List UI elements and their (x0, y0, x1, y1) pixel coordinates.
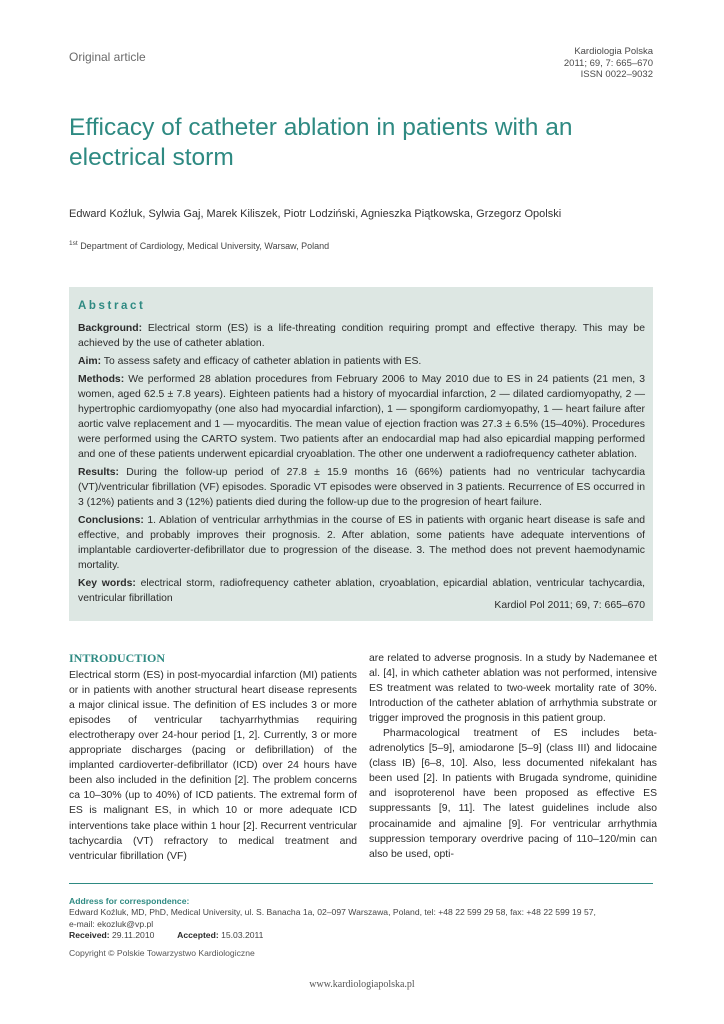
author-list: Edward Koźluk, Sylwia Gaj, Marek Kiliszek, Piotr Lodziński, Agnieszka Piątkowska, Grzegorz Opolski (69, 208, 562, 220)
received-date: 29.11.2010 (112, 929, 155, 940)
abstract-box (69, 287, 653, 621)
affiliation-sup: 1st (69, 240, 78, 247)
intro-paragraph-1: Electrical storm (ES) in post-myocardial infarction (MI) patients or in patients with another structural heart disease represents a major clinical issue. The definition of ES includes 3 or more episodes of ventricular tachyarrhythmias requiring electrotherapy over 24-hour period [1, 2]. Currently, 3 or more appropriate discharges (pacing or defibrillation) of the implanted cardioverter-defibrillator (ICD) over 24 hours have been also included in the definition [2]. The problem concerns ca 10–30% (up to 40%) of ICD patients. The extremal form of ES is malignant ES, in which 10 or more adequate ICD interventions take place within 1 hour [2]. Recurrent ventricular tachycardia (VT) refractory to medical treatment and ventricular fibrillation (VF) (69, 670, 357, 862)
correspondence-email: e-mail: ekozluk@vp.pl (69, 918, 154, 929)
accepted-label: Accepted: (177, 929, 219, 940)
correspondence-address: Edward Koźluk, MD, PhD, Medical University, ul. S. Banacha 1a, 02–097 Warszawa, Poland, tel: +48 22 599 29 58, fax: +48 22 599 19 57, (69, 907, 596, 918)
aim-text: To assess safety and efficacy of catheter ablation in patients with ES. (103, 356, 422, 367)
accepted-date: 15.03.2011 (221, 929, 264, 940)
journal-url[interactable]: www.kardiologiapolska.pl (309, 979, 415, 990)
aim-label: Aim: (78, 356, 102, 367)
affiliation-text: Department of Cardiology, Medical University, Warsaw, Poland (80, 241, 330, 251)
introduction-heading: INTRODUCTION (69, 651, 166, 665)
affiliation (69, 240, 329, 251)
methods-text: We performed 28 ablation procedures from February 2006 to May 2010 due to ES in 24 patients (21 men, 3 women, aged 62.5 ± 7.8 years). Eighteen patients had a history of myocardial infarction, 2 — dilated cardiomyopathy, 2 — hypertrophic cardiomyopathy (one also had myocardial infarction), 1 — spongiform cardiomyopathy, 1 — heart failure after aortic valve replacement and 1 — myocarditis. The mean value of ejection fraction was 27.3 ± 6.5% (15–40%). Procedures were performed using the CARTO system. Two patients after an endocardial map had also epicardial mapping performed and one of these patients underwent epicardial cryoablation. The other one underwent a radiofrequency catheter ablation. (78, 374, 645, 460)
journal-issn: ISSN 0022–9032 (580, 69, 653, 80)
keywords-label: Key words: (78, 578, 136, 589)
journal-volume: 2011; 69, 7: 665–670 (563, 57, 653, 69)
methods-label: Methods: (78, 374, 125, 385)
abstract-methods (78, 372, 645, 462)
received-label: Received: (69, 929, 110, 940)
results-text: During the follow-up period of 27.8 ± 15.9 months 16 (66%) patients had no ventricular tachycardia (VT)/ventricular fibrillation (VF) episodes. Sporadic VT episodes were observed in 3 patients. Recurrence of ES occurred in 3 (12%) patients and 3 (12%) patients died during the follow-up due to the progresion of heart failure. (78, 467, 645, 508)
abstract-body (78, 321, 645, 609)
abstract-results (78, 465, 645, 510)
abstract-background (78, 321, 645, 351)
background-label: Background: (78, 323, 143, 334)
right-paragraph-2: Pharmacological treatment of ES includes beta-adrenolytics [5–9], amiodarone [5–9] (class III) and lidocaine (class IB) [6–8, 10]. Also, less documented nifekalant has been used [2]. In patients with Brugada syndrome, quinidine and isoproterenol have been proposed as effective ES suppressants [9, 11]. The latest guidelines include also procainamide and ajmaline [9]. For ventricular arrhythmia suppression temporary overdrive pacing of 110–120/min can also be used, opti- (369, 728, 657, 860)
body-column-right (369, 651, 657, 862)
abstract-aim (78, 354, 645, 369)
received-accepted-line (69, 930, 653, 941)
copyright-notice: Copyright © Polskie Towarzystwo Kardiologiczne (69, 948, 255, 958)
body-column-left (69, 651, 357, 864)
abstract-conclusions (78, 513, 645, 573)
correspondence-label: Address for correspondence: (69, 896, 190, 906)
footer-divider (69, 883, 653, 884)
section-label: Original article (69, 50, 146, 64)
conclusions-text: 1. Ablation of ventricular arrhythmias in the course of ES in patients with organic heart disease is safe and effective, and probably improves their prognosis. 2. After ablation, some patients have adequate interventions of implantable cardioverter-defibrillator due to progression of the disease. 3. The method does not prevent haemodynamic mortality. (78, 515, 645, 571)
background-text: Electrical storm (ES) is a life-threating condition requiring prompt and effective therapy. This may be achieved by the use of catheter ablation. (78, 323, 645, 349)
abstract-heading: Abstract (78, 300, 146, 312)
correspondence-block (69, 896, 653, 941)
keywords-text: electrical storm, radiofrequency catheter ablation, cryoablation, epicardial ablation, ventricular tachycardia, ventricular fibrillation (78, 578, 645, 604)
journal-info (564, 46, 653, 81)
conclusions-label: Conclusions: (78, 515, 144, 526)
journal-name: Kardiologia Polska (574, 46, 653, 57)
right-paragraph-1: are related to adverse prognosis. In a study by Nademanee et al. [4], in which catheter ablation was not performed, intensive ES treatment was related to two-week mortality rate of 30%. Introduction of the catheter ablation of arrhythmia substrate or trigger improved the prognosis in this patient group. (369, 653, 657, 725)
abstract-citation: Kardiol Pol 2011; 69, 7: 665–670 (494, 600, 645, 611)
article-title: Efficacy of catheter ablation in patients with an electrical storm (69, 114, 573, 171)
results-label: Results: (78, 467, 119, 478)
